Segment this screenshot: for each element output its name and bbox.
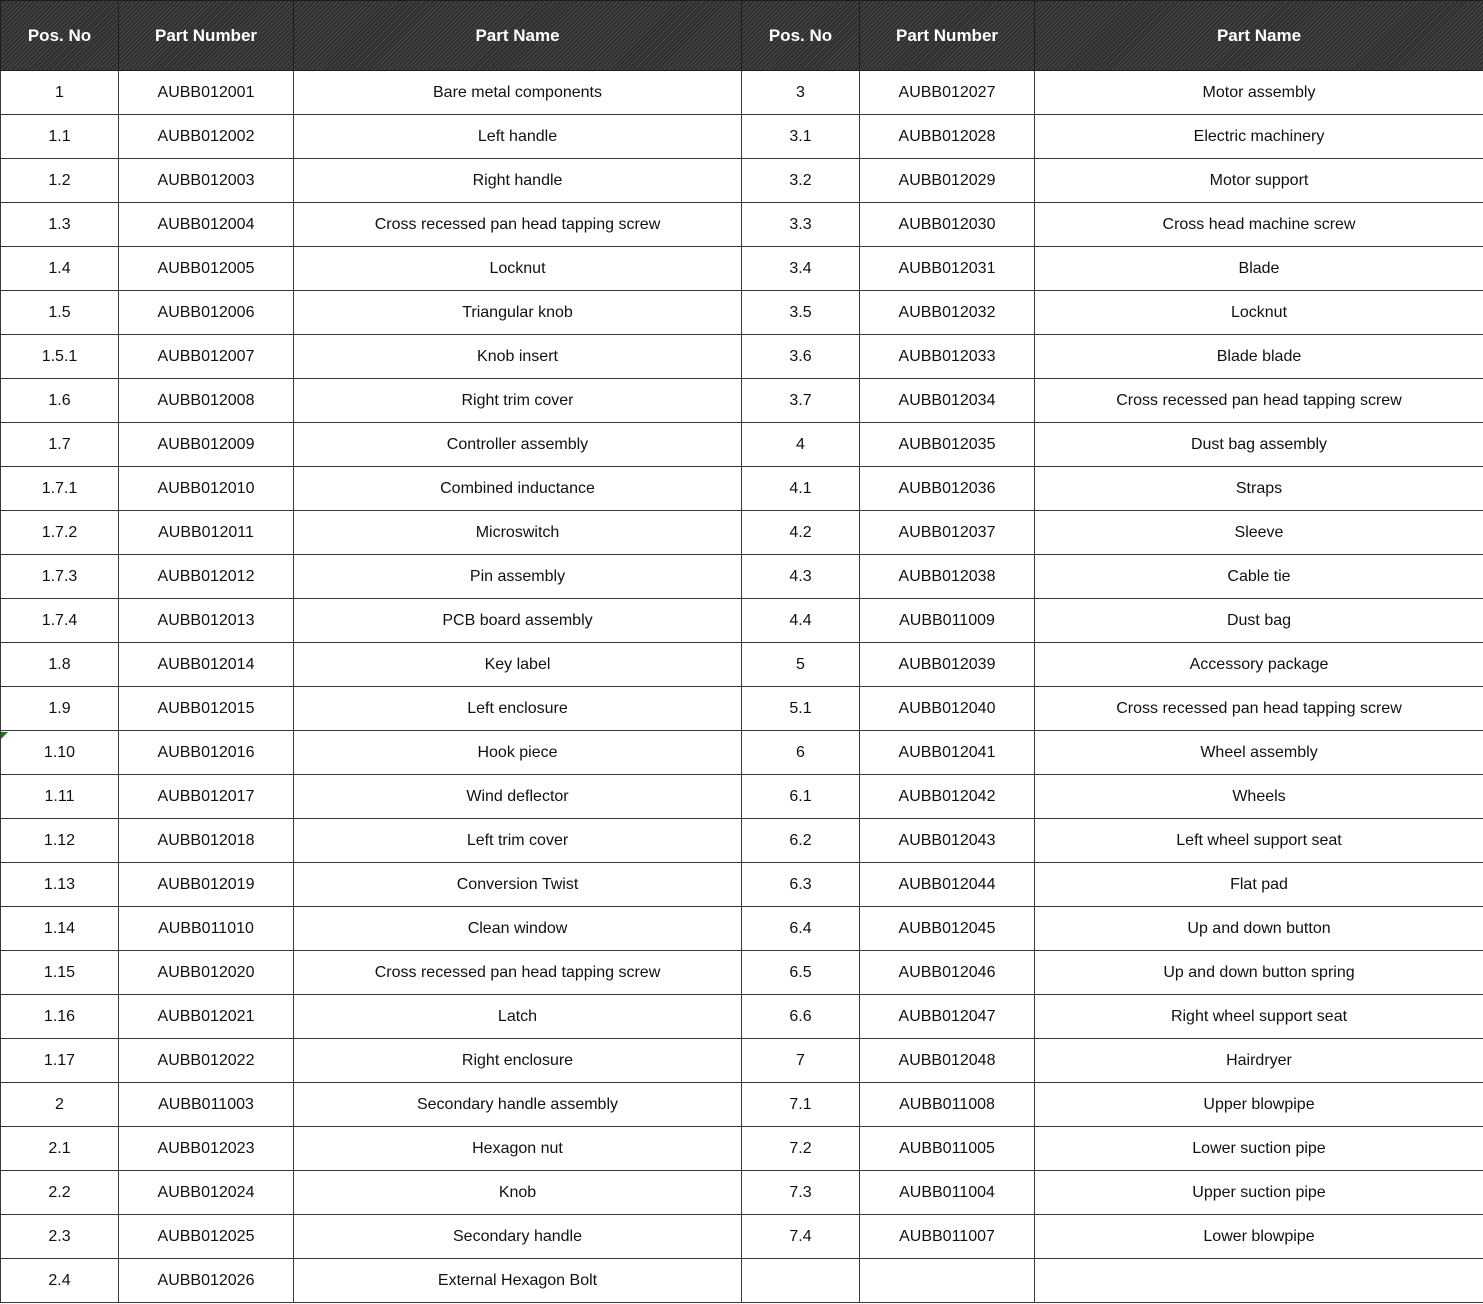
part-number-cell: AUBB012027 [860,71,1035,115]
part-name-cell: Accessory package [1035,643,1483,687]
part-number-cell: AUBB012009 [119,423,294,467]
pos-no-cell: 6.6 [742,995,860,1039]
part-name-cell: Right handle [294,159,742,203]
part-number-cell: AUBB012002 [119,115,294,159]
table-row [1,687,1483,731]
header-pos-no-left: Pos. No [1,1,119,71]
pos-no-cell: 6.1 [742,775,860,819]
pos-no-cell: 1.5.1 [1,335,119,379]
table-row [1,291,1483,335]
pos-no-cell: 7 [742,1039,860,1083]
table-row [1,203,1483,247]
part-name-cell: Cross recessed pan head tapping screw [1035,687,1483,731]
part-number-cell: AUBB012021 [119,995,294,1039]
pos-no-cell: 6.2 [742,819,860,863]
part-number-cell: AUBB012014 [119,643,294,687]
part-name-cell: Motor support [1035,159,1483,203]
part-name-cell: Upper suction pipe [1035,1171,1483,1215]
pos-no-cell: 3.4 [742,247,860,291]
table-row [1,115,1483,159]
pos-no-cell: 3 [742,71,860,115]
table-row [1,995,1483,1039]
part-number-cell: AUBB012047 [860,995,1035,1039]
part-number-cell: AUBB011010 [119,907,294,951]
part-number-cell: AUBB011007 [860,1215,1035,1259]
part-number-cell: AUBB012033 [860,335,1035,379]
part-name-cell: Upper blowpipe [1035,1083,1483,1127]
part-name-cell: Right enclosure [294,1039,742,1083]
table-row [1,907,1483,951]
pos-no-cell: 4.2 [742,511,860,555]
pos-no-cell: 6.5 [742,951,860,995]
pos-no-cell: 1.5 [1,291,119,335]
part-number-cell: AUBB012040 [860,687,1035,731]
pos-no-cell: 4.3 [742,555,860,599]
header-row [1,1,1483,71]
pos-no-cell: 6 [742,731,860,775]
header-pos-no-right: Pos. No [742,1,860,71]
part-name-cell: Knob [294,1171,742,1215]
pos-no-cell: 6.4 [742,907,860,951]
part-number-cell: AUBB012004 [119,203,294,247]
part-number-cell: AUBB012037 [860,511,1035,555]
part-name-cell: Triangular knob [294,291,742,335]
part-name-cell: Knob insert [294,335,742,379]
part-number-cell: AUBB012020 [119,951,294,995]
part-number-cell: AUBB012003 [119,159,294,203]
part-name-cell: Hairdryer [1035,1039,1483,1083]
pos-no-cell: 1.15 [1,951,119,995]
part-name-cell: Hook piece [294,731,742,775]
part-number-cell: AUBB012028 [860,115,1035,159]
part-name-cell: Blade blade [1035,335,1483,379]
parts-table-body [1,71,1483,1303]
pos-no-cell: 3.6 [742,335,860,379]
header-part-number-right: Part Number [860,1,1035,71]
table-row [1,1127,1483,1171]
part-name-cell: Wheel assembly [1035,731,1483,775]
part-name-cell: Combined inductance [294,467,742,511]
part-number-cell: AUBB012038 [860,555,1035,599]
part-name-cell: Flat pad [1035,863,1483,907]
table-row [1,863,1483,907]
pos-no-cell: 2.3 [1,1215,119,1259]
pos-no-cell: 1.9 [1,687,119,731]
pos-no-cell: 4.1 [742,467,860,511]
table-row [1,819,1483,863]
pos-no-cell: 1 [1,71,119,115]
pos-no-cell: 1.13 [1,863,119,907]
part-name-cell: Bare metal components [294,71,742,115]
pos-no-cell: 1.7.4 [1,599,119,643]
table-row [1,1259,1483,1303]
pos-no-cell: 1.12 [1,819,119,863]
part-name-cell: Straps [1035,467,1483,511]
part-number-cell: AUBB012026 [119,1259,294,1303]
part-name-cell: Right wheel support seat [1035,995,1483,1039]
table-row [1,731,1483,775]
cell-comment-marker [1,732,8,739]
part-number-cell [860,1259,1035,1303]
table-row [1,335,1483,379]
part-number-cell: AUBB012029 [860,159,1035,203]
part-number-cell: AUBB012041 [860,731,1035,775]
part-name-cell: Locknut [1035,291,1483,335]
pos-no-cell: 7.4 [742,1215,860,1259]
pos-no-cell: 1.10 [1,731,119,775]
part-name-cell: Motor assembly [1035,71,1483,115]
part-name-cell [1035,1259,1483,1303]
part-number-cell: AUBB012039 [860,643,1035,687]
pos-no-cell: 3.3 [742,203,860,247]
pos-no-cell: 1.7.3 [1,555,119,599]
part-name-cell: Dust bag assembly [1035,423,1483,467]
part-number-cell: AUBB012035 [860,423,1035,467]
table-row [1,599,1483,643]
pos-no-cell: 2.2 [1,1171,119,1215]
table-row [1,159,1483,203]
part-number-cell: AUBB012043 [860,819,1035,863]
pos-no-cell: 1.17 [1,1039,119,1083]
part-name-cell: Hexagon nut [294,1127,742,1171]
part-number-cell: AUBB012008 [119,379,294,423]
part-name-cell: Cross recessed pan head tapping screw [294,951,742,995]
pos-no-cell: 3.1 [742,115,860,159]
part-number-cell: AUBB011003 [119,1083,294,1127]
part-name-cell: Secondary handle [294,1215,742,1259]
part-number-cell: AUBB012018 [119,819,294,863]
pos-no-cell: 1.3 [1,203,119,247]
part-number-cell: AUBB012019 [119,863,294,907]
part-name-cell: Electric machinery [1035,115,1483,159]
part-name-cell: PCB board assembly [294,599,742,643]
pos-no-cell: 1.7.2 [1,511,119,555]
part-number-cell: AUBB012001 [119,71,294,115]
part-name-cell: Wind deflector [294,775,742,819]
part-name-cell: Microswitch [294,511,742,555]
table-row [1,247,1483,291]
part-number-cell: AUBB012015 [119,687,294,731]
part-number-cell: AUBB012032 [860,291,1035,335]
part-name-cell: Wheels [1035,775,1483,819]
part-name-cell: Dust bag [1035,599,1483,643]
part-name-cell: Cross recessed pan head tapping screw [294,203,742,247]
part-name-cell: Secondary handle assembly [294,1083,742,1127]
part-name-cell: Lower blowpipe [1035,1215,1483,1259]
part-number-cell: AUBB012011 [119,511,294,555]
pos-no-cell: 5 [742,643,860,687]
part-number-cell: AUBB011009 [860,599,1035,643]
pos-no-cell: 1.7 [1,423,119,467]
part-name-cell: Clean window [294,907,742,951]
table-row [1,423,1483,467]
part-name-cell: Cross head machine screw [1035,203,1483,247]
pos-no-cell: 3.7 [742,379,860,423]
part-number-cell: AUBB012025 [119,1215,294,1259]
pos-no-cell: 4.4 [742,599,860,643]
part-name-cell: Locknut [294,247,742,291]
part-number-cell: AUBB012013 [119,599,294,643]
pos-no-cell: 3.2 [742,159,860,203]
part-name-cell: Up and down button [1035,907,1483,951]
part-number-cell: AUBB011005 [860,1127,1035,1171]
table-row [1,1083,1483,1127]
part-number-cell: AUBB012017 [119,775,294,819]
part-number-cell: AUBB012036 [860,467,1035,511]
pos-no-cell: 2 [1,1083,119,1127]
pos-no-cell: 1.2 [1,159,119,203]
part-number-cell: AUBB012030 [860,203,1035,247]
part-number-cell: AUBB012005 [119,247,294,291]
part-number-cell: AUBB012023 [119,1127,294,1171]
table-row [1,775,1483,819]
part-name-cell: Cross recessed pan head tapping screw [1035,379,1483,423]
part-name-cell: Left wheel support seat [1035,819,1483,863]
part-number-cell: AUBB012024 [119,1171,294,1215]
pos-no-cell: 2.1 [1,1127,119,1171]
pos-no-cell: 5.1 [742,687,860,731]
part-name-cell: Key label [294,643,742,687]
pos-no-cell: 1.14 [1,907,119,951]
header-part-name-right: Part Name [1035,1,1483,71]
part-number-cell: AUBB012044 [860,863,1035,907]
table-row [1,511,1483,555]
part-name-cell: Sleeve [1035,511,1483,555]
part-name-cell: Controller assembly [294,423,742,467]
table-row [1,1215,1483,1259]
pos-no-cell: 7.3 [742,1171,860,1215]
pos-no-cell: 2.4 [1,1259,119,1303]
pos-no-cell: 1.16 [1,995,119,1039]
part-number-cell: AUBB012046 [860,951,1035,995]
pos-no-cell: 3.5 [742,291,860,335]
part-number-cell: AUBB012048 [860,1039,1035,1083]
part-number-cell: AUBB012012 [119,555,294,599]
table-row [1,1171,1483,1215]
part-name-cell: Left trim cover [294,819,742,863]
part-number-cell: AUBB012042 [860,775,1035,819]
part-number-cell: AUBB012031 [860,247,1035,291]
pos-no-cell: 4 [742,423,860,467]
part-number-cell: AUBB012007 [119,335,294,379]
pos-no-cell: 1.4 [1,247,119,291]
part-name-cell: Cable tie [1035,555,1483,599]
pos-no-cell: 1.11 [1,775,119,819]
part-number-cell: AUBB012010 [119,467,294,511]
part-name-cell: Up and down button spring [1035,951,1483,995]
part-number-cell: AUBB012006 [119,291,294,335]
part-name-cell: Blade [1035,247,1483,291]
pos-no-cell: 7.1 [742,1083,860,1127]
pos-no-cell: 1.6 [1,379,119,423]
table-row [1,951,1483,995]
pos-no-cell: 1.1 [1,115,119,159]
part-number-cell: AUBB011008 [860,1083,1035,1127]
part-name-cell: External Hexagon Bolt [294,1259,742,1303]
part-number-cell: AUBB011004 [860,1171,1035,1215]
pos-no-cell: 1.8 [1,643,119,687]
part-name-cell: Pin assembly [294,555,742,599]
part-name-cell: Conversion Twist [294,863,742,907]
table-row [1,71,1483,115]
part-name-cell: Left handle [294,115,742,159]
header-part-number-left: Part Number [119,1,294,71]
pos-no-cell: 1.7.1 [1,467,119,511]
part-number-cell: AUBB012045 [860,907,1035,951]
table-row [1,379,1483,423]
table-row [1,643,1483,687]
part-name-cell: Lower suction pipe [1035,1127,1483,1171]
part-name-cell: Right trim cover [294,379,742,423]
pos-no-cell [742,1259,860,1303]
part-number-cell: AUBB012016 [119,731,294,775]
table-row [1,1039,1483,1083]
table-row [1,555,1483,599]
part-name-cell: Left enclosure [294,687,742,731]
pos-no-cell: 7.2 [742,1127,860,1171]
pos-no-cell: 6.3 [742,863,860,907]
table-row [1,467,1483,511]
part-name-cell: Latch [294,995,742,1039]
part-number-cell: AUBB012022 [119,1039,294,1083]
part-number-cell: AUBB012034 [860,379,1035,423]
header-part-name-left: Part Name [294,1,742,71]
